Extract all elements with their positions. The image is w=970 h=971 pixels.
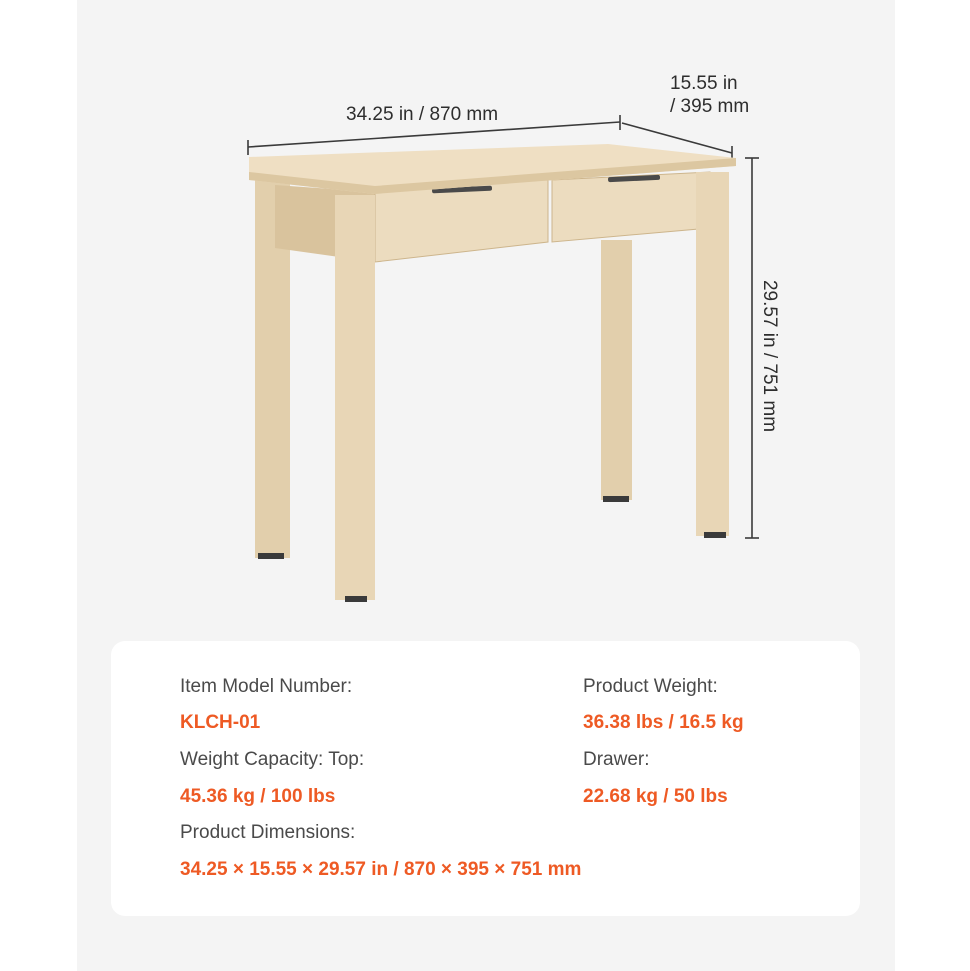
right-drawer xyxy=(552,172,710,242)
front-left-leg xyxy=(335,195,375,600)
height-dimension-label: 29.57 in / 751 mm xyxy=(759,279,780,433)
depth-dimension-label-in: 15.55 in xyxy=(670,73,738,94)
width-dimension-label: 34.25 in / 870 mm xyxy=(346,104,499,125)
weight-capacity-top-label: Weight Capacity: Top: xyxy=(180,749,365,770)
height-dimension-line xyxy=(745,158,759,538)
spec-card xyxy=(111,641,860,916)
left-drawer xyxy=(375,180,548,262)
model-number-label: Item Model Number: xyxy=(180,676,353,697)
product-weight-label: Product Weight: xyxy=(583,676,718,697)
product-dimensions-value: 34.25 × 15.55 × 29.57 in / 870 × 395 × 751 mm xyxy=(180,859,582,880)
depth-dimension-label-mm: / 395 mm xyxy=(670,96,750,117)
front-right-leg xyxy=(696,172,729,536)
drawer-capacity-label: Drawer: xyxy=(583,749,650,770)
model-number-value: KLCH-01 xyxy=(180,712,261,733)
product-weight-value: 36.38 lbs / 16.5 kg xyxy=(583,712,744,733)
product-dimensions-label: Product Dimensions: xyxy=(180,822,356,843)
back-right-leg xyxy=(601,240,632,500)
weight-capacity-top-value: 45.36 kg / 100 lbs xyxy=(180,786,336,807)
drawer-capacity-value: 22.68 kg / 50 lbs xyxy=(583,786,728,807)
